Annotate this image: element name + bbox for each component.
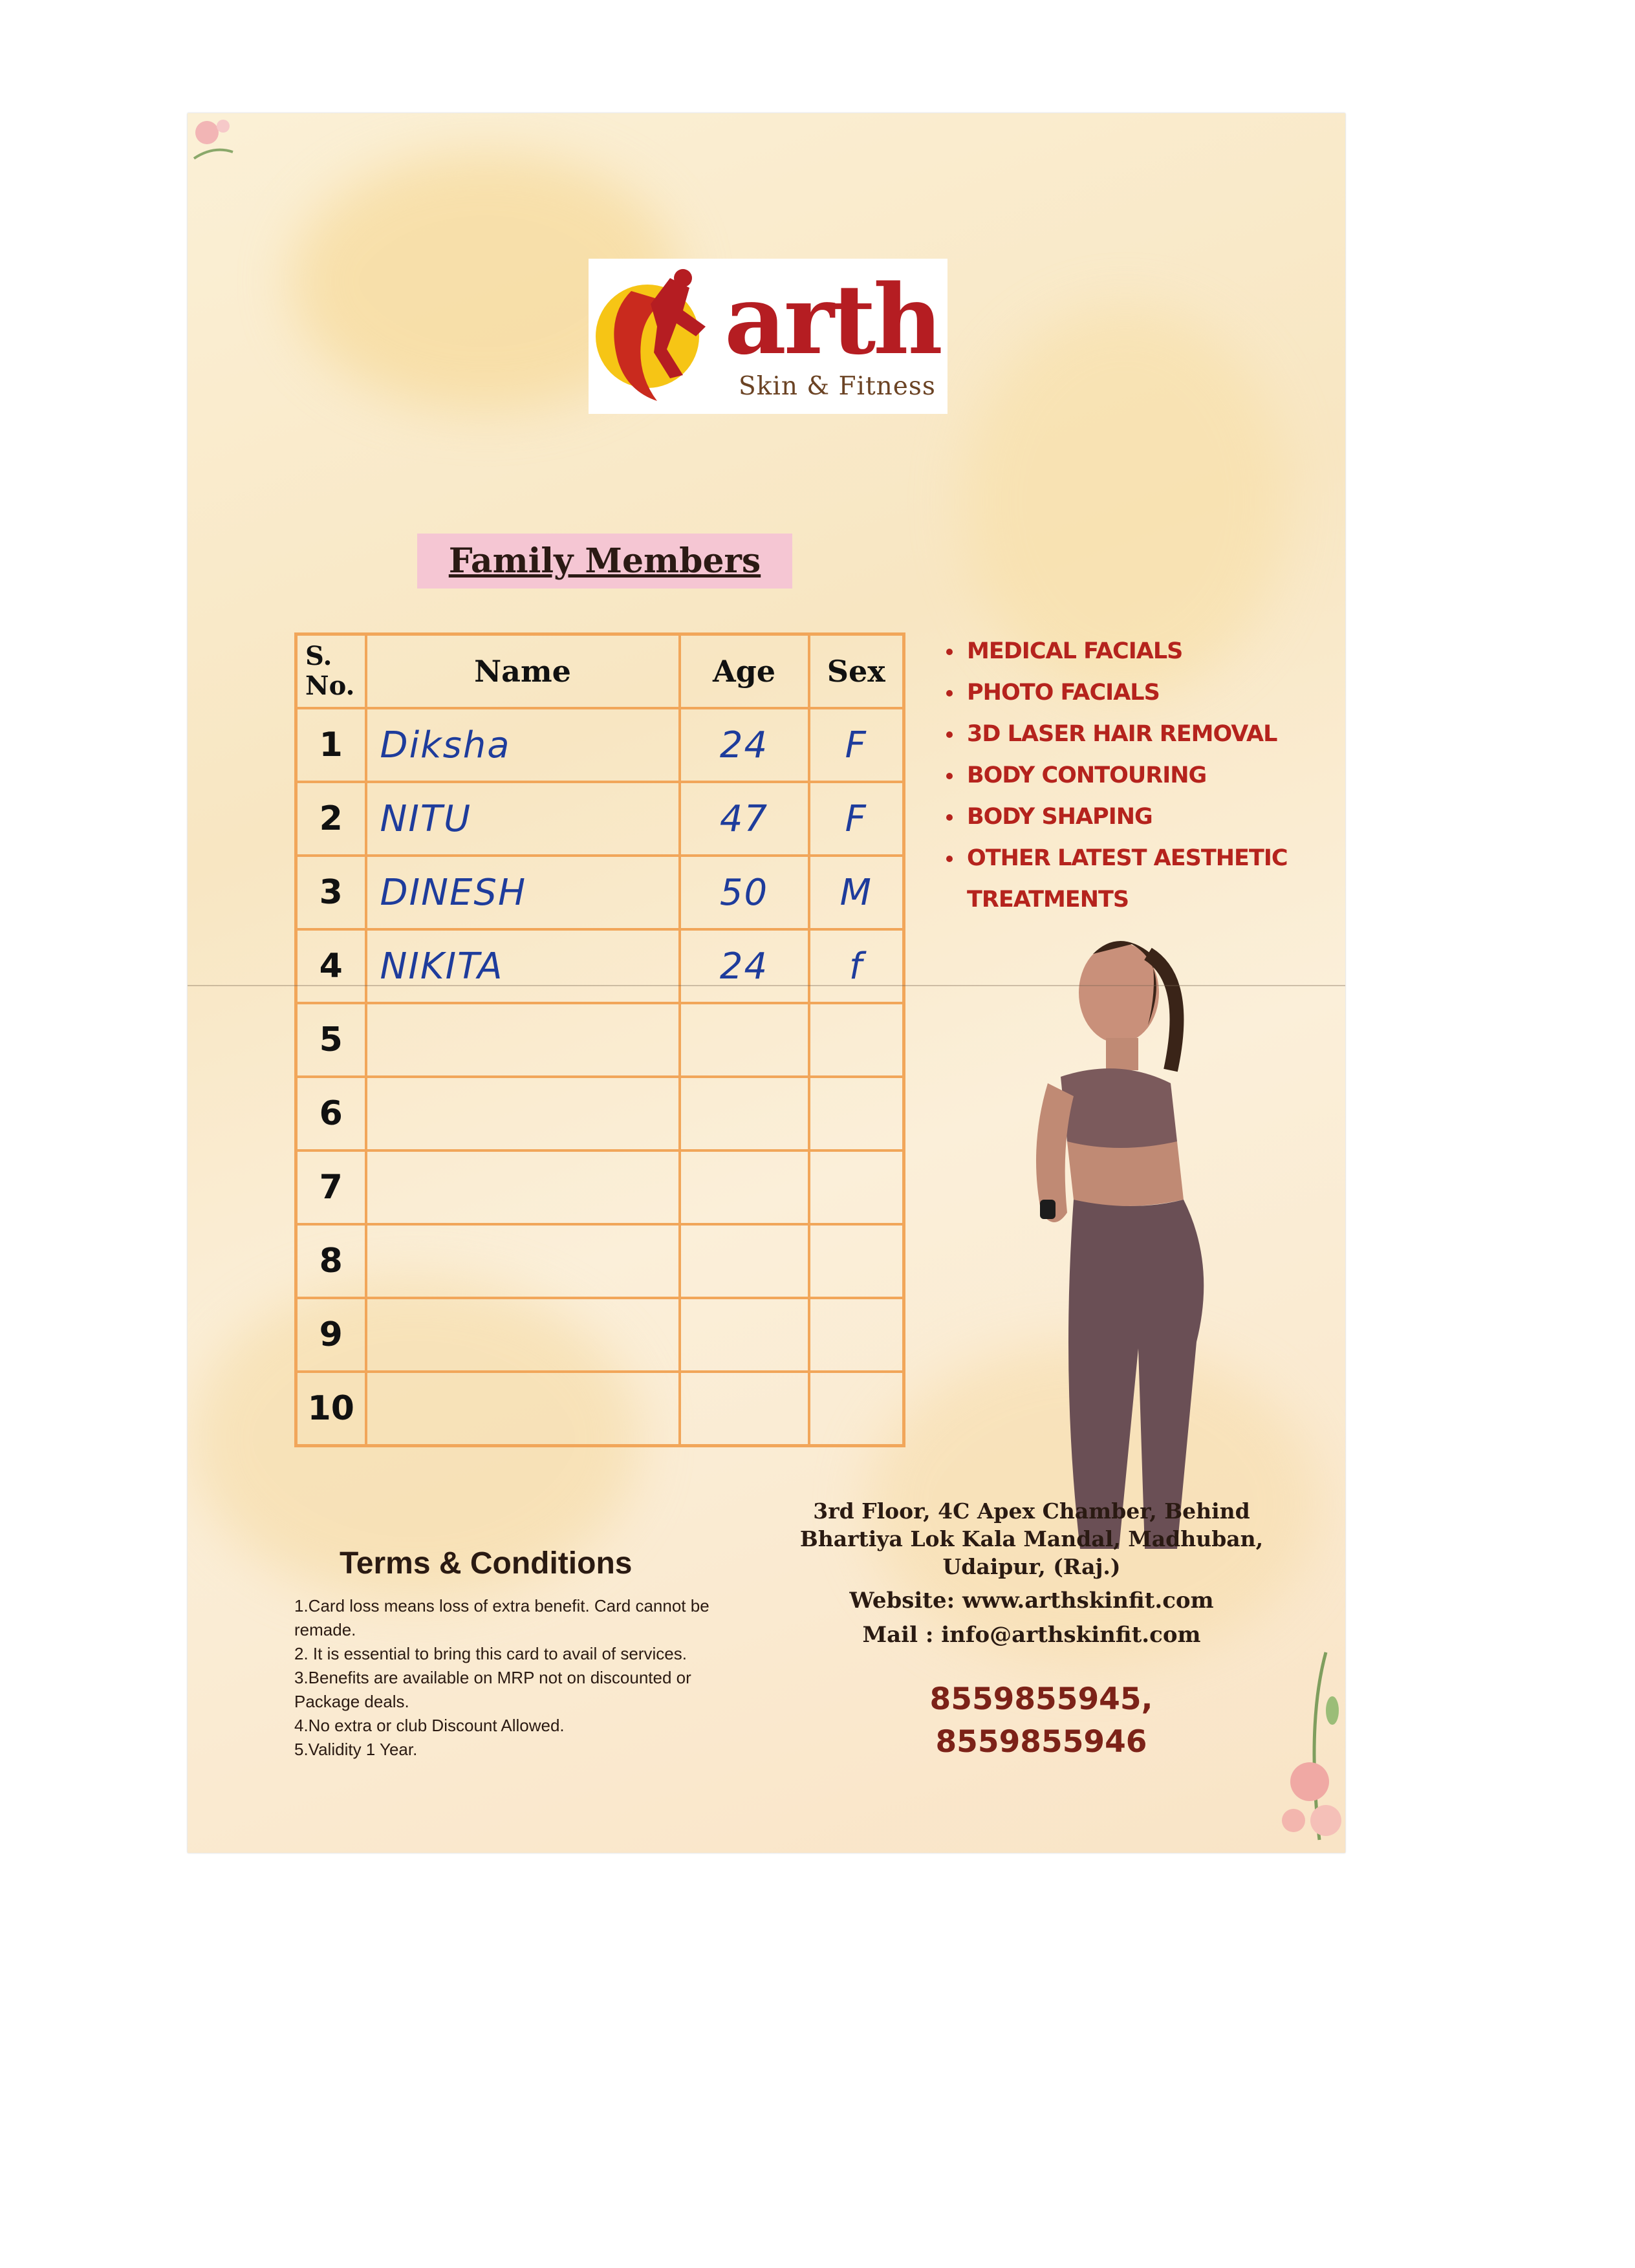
column-header-sno-line2: No. [305, 671, 355, 701]
member-age [680, 1003, 809, 1077]
table-row [296, 1077, 904, 1150]
column-header-name: Name [366, 634, 680, 709]
row-number: 6 [296, 1077, 366, 1150]
table-row [296, 856, 904, 929]
row-number: 10 [296, 1372, 366, 1446]
flower-decoration-icon [1248, 1646, 1345, 1853]
service-item: • OTHER LATEST AESTHETIC TREATMENTS [964, 837, 1326, 920]
table-row [296, 708, 904, 782]
terms-item: 3.Benefits are available on MRP not on discounted or Package deals. [294, 1668, 691, 1711]
brand-logo-icon [592, 265, 722, 407]
phone-number[interactable]: 8559855946 [935, 1724, 1147, 1760]
row-number: 1 [296, 708, 366, 782]
member-age: 24 [680, 929, 809, 1003]
website-link[interactable]: Website: www.arthskinfit.com [849, 1588, 1214, 1614]
member-age [680, 1077, 809, 1150]
brand-name: arth [724, 263, 940, 376]
member-sex [809, 1224, 904, 1298]
member-age: 50 [680, 856, 809, 929]
column-header-sno [296, 634, 366, 709]
terms-item: 5.Validity 1 Year. [294, 1740, 418, 1759]
phone-number[interactable]: 8559855945, [929, 1681, 1153, 1717]
member-sex: M [809, 856, 904, 929]
member-age [680, 1298, 809, 1372]
row-number: 9 [296, 1298, 366, 1372]
flower-decoration-icon [188, 113, 265, 191]
member-name [366, 1003, 680, 1077]
member-sex: F [809, 708, 904, 782]
member-name [366, 1372, 680, 1446]
service-item: • BODY CONTOURING [964, 755, 1326, 796]
member-sex: F [809, 782, 904, 856]
member-age: 24 [680, 708, 809, 782]
member-name [366, 1298, 680, 1372]
phone-numbers [847, 1678, 1235, 1764]
member-sex [809, 1372, 904, 1446]
table-row [296, 782, 904, 856]
member-sex [809, 1003, 904, 1077]
row-number: 3 [296, 856, 366, 929]
fitness-model-image [1022, 928, 1268, 1549]
member-age [680, 1150, 809, 1224]
member-name: DINESH [366, 856, 680, 929]
services-list [935, 631, 1326, 920]
row-number: 8 [296, 1224, 366, 1298]
table-row [296, 1224, 904, 1298]
table-row [296, 1298, 904, 1372]
service-item: • BODY SHAPING [964, 796, 1326, 837]
member-sex [809, 1298, 904, 1372]
terms-item: 2. It is essential to bring this card to avail of services. [294, 1644, 687, 1663]
terms-item: 1.Card loss means loss of extra benefit. Card cannot be remade. [294, 1596, 709, 1639]
table-row [296, 1372, 904, 1446]
email-link[interactable]: Mail : info@arthskinfit.com [862, 1622, 1201, 1648]
service-item: • 3D LASER HAIR REMOVAL [964, 713, 1326, 755]
row-number: 5 [296, 1003, 366, 1077]
terms-title: Terms & Conditions [340, 1546, 633, 1581]
member-age: 47 [680, 782, 809, 856]
member-name: NIKITA [366, 929, 680, 1003]
member-name [366, 1224, 680, 1298]
address: 3rd Floor, 4C Apex Chamber, Behind Bhartiya Lok Kala Mandal, Madhuban, Udaipur, (Raj.) [799, 1498, 1264, 1579]
brand-tagline: Skin & Fitness [739, 372, 936, 401]
page-title: Family Members [417, 534, 792, 589]
member-sex: f [809, 929, 904, 1003]
member-name: NITU [366, 782, 680, 856]
membership-card [188, 113, 1345, 1853]
family-members-table [294, 632, 905, 1447]
service-item: • MEDICAL FACIALS [964, 631, 1326, 672]
table-row [296, 929, 904, 1003]
table-header-row [296, 634, 904, 709]
member-age [680, 1372, 809, 1446]
column-header-age: Age [680, 634, 809, 709]
column-header-sno-line1: S. [305, 641, 332, 671]
table-row [296, 1150, 904, 1224]
member-sex [809, 1150, 904, 1224]
row-number: 4 [296, 929, 366, 1003]
member-name: Diksha [366, 708, 680, 782]
table-row [296, 1003, 904, 1077]
member-name [366, 1077, 680, 1150]
service-item: • PHOTO FACIALS [964, 672, 1326, 713]
member-age [680, 1224, 809, 1298]
fold-line [188, 985, 1345, 986]
terms-list [294, 1594, 741, 1762]
terms-item: 4.No extra or club Discount Allowed. [294, 1716, 565, 1735]
member-sex [809, 1077, 904, 1150]
contact-block [783, 1497, 1281, 1649]
member-name [366, 1150, 680, 1224]
brand-logo [589, 259, 947, 414]
row-number: 2 [296, 782, 366, 856]
row-number: 7 [296, 1150, 366, 1224]
column-header-sex: Sex [809, 634, 904, 709]
